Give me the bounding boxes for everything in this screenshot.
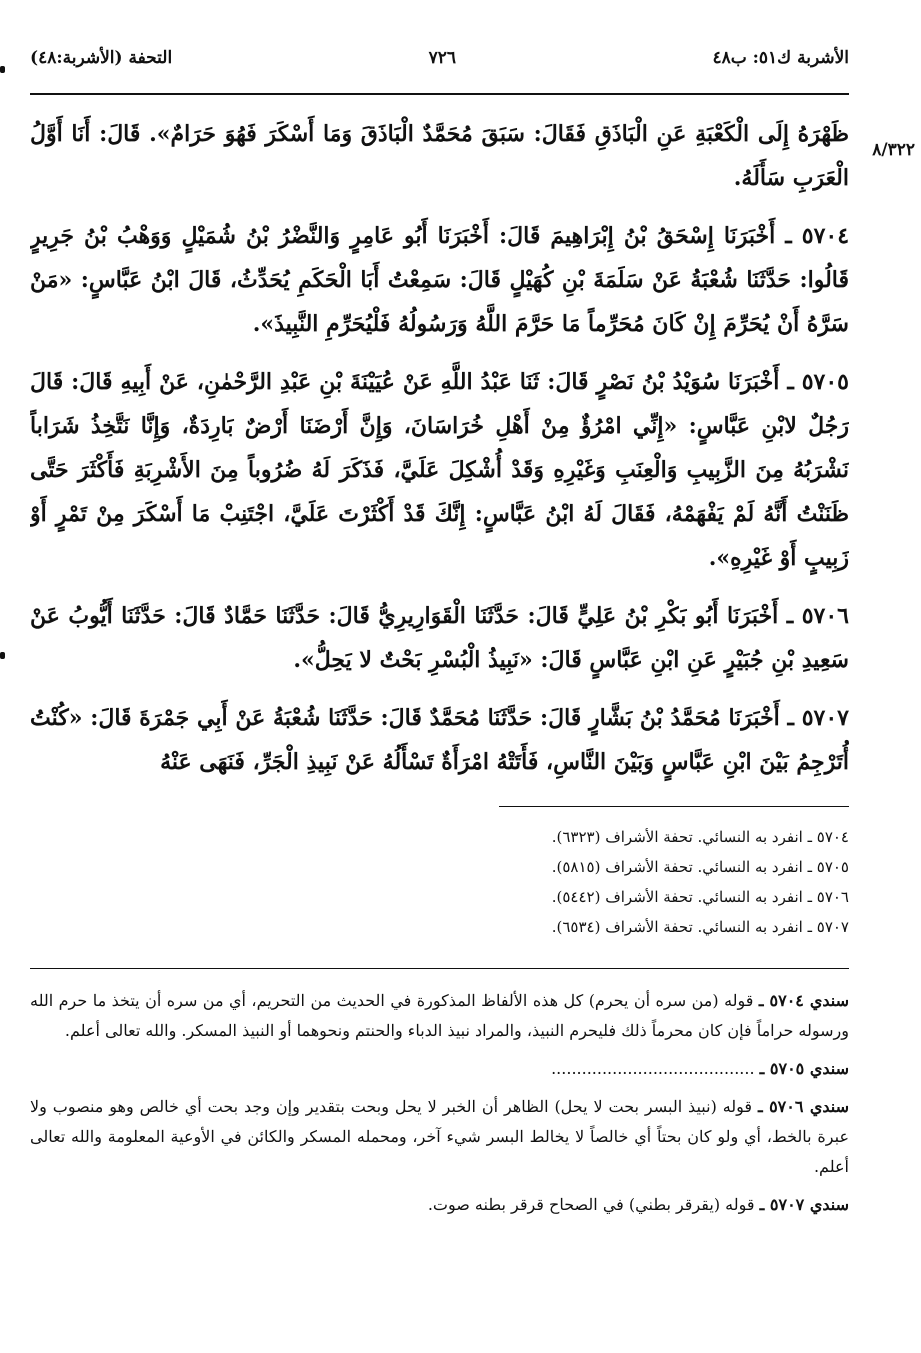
footnote-line: ٥٧٠٦ ـ انفرد به النسائي. تحفة الأشراف (٥٤٤٢). xyxy=(551,888,849,906)
sindi-note xyxy=(30,1190,849,1220)
sindi-commentary xyxy=(30,986,849,1286)
hadith-body: أَخْبَرَنَا مُحَمَّدُ بْنُ بَشَّارٍ قَالَ: حَدَّثَنَا مُحَمَّدٌ قَالَ: حَدَّثَنَا شُعْبَةُ عَنْ أَبِي جَمْرَةَ قَالَ: «كُنْتُ أُتَرْجِمُ بَيْنَ ابْنِ عَبَّاسٍ وَبَيْنَ النَّاسِ، فَأَتَتْهُ امْرَأَةٌ تَسْأَلُهُ عَنْ نَبِيذِ الْجَرِّ، فَنَهَى عَنْهُ xyxy=(30,705,849,775)
running-header xyxy=(30,38,849,78)
margin-mark xyxy=(0,652,5,659)
hadith-body: أَخْبَرَنَا إِسْحَقُ بْنُ إِبْرَاهِيمَ قَالَ: أَخْبَرَنَا أَبُو عَامِرٍ وَالنَّضْرُ بْنُ شُمَيْلٍ وَوَهْبُ بْنُ جَرِيرٍ قَالُوا: حَدَّثَنَا شُعْبَةُ عَنْ سَلَمَةَ بْنِ كُهَيْلٍ قَالَ: سَمِعْتُ أَبَا الْحَكَمِ يُحَدِّثُ، قَالَ ابْنُ عَبَّاسٍ: «مَنْ سَرَّهُ أَنْ يُحَرِّمَ إِنْ كَانَ مُحَرِّماً مَا حَرَّمَ اللَّهُ وَرَسُولُهُ فَلْيُحَرِّمِ النَّبِيذَ». xyxy=(30,223,849,337)
sindi-label: سندي ٥٧٠٤ ـ xyxy=(758,991,849,1010)
sindi-label: سندي ٥٧٠٧ ـ xyxy=(759,1195,849,1214)
takhrij-footnotes xyxy=(30,822,849,942)
margin-mark xyxy=(0,66,5,73)
footnote-divider xyxy=(499,806,849,807)
footnote-line: ٥٧٠٧ ـ انفرد به النسائي. تحفة الأشراف (٦٥٣٤). xyxy=(551,918,849,936)
footnote-line: ٥٧٠٤ ـ انفرد به النسائي. تحفة الأشراف (٦٣٢٣). xyxy=(551,828,849,846)
continuation-paragraph: ظَهْرَهُ إِلَى الْكَعْبَةِ عَنِ الْبَاذَقِ فَقَالَ: سَبَقَ مُحَمَّدٌ الْبَاذَقَ وَمَا أَسْكَرَ فَهُوَ حَرَامٌ». قَالَ: أَنَا أَوَّلُ الْعَرَبِ سَأَلَهُ. xyxy=(30,121,849,191)
hadith-body: أَخْبَرَنَا سُوَيْدُ بْنُ نَصْرٍ قَالَ: ثَنَا عَبْدُ اللَّهِ عَنْ عُيَيْنَةَ بْنِ عَبْدِ الرَّحْمٰنِ، عَنْ أَبِيهِ قَالَ: قَالَ رَجُلٌ لابْنِ عَبَّاسٍ: «إِنِّي امْرُؤٌ مِنْ أَهْلِ خُرَاسَانَ، وَإِنَّ أَرْضَنَا أَرْضٌ بَارِدَةٌ، وَإِنَّا نَتَّخِذُ شَرَاباً نَشْرَبُهُ مِنَ الزَّبِيبِ وَالْعِنَبِ وَغَيْرِهِ وَقَدْ أُشْكِلَ عَلَيَّ، فَذَكَرَ لَهُ ضُرُوباً مِنَ الأَشْرِبَةِ فَأَكْثَرَ حَتَّى ظَنَنْتُ أَنَّهُ لَمْ يَفْهَمْهُ، فَقَالَ لَهُ ابْنُ عَبَّاسٍ: إِنَّكَ قَدْ أَكْثَرْتَ عَلَيَّ، اجْتَنِبْ مَا أَسْكَرَ مِنْ تَمْرٍ أَوْ زَبِيبٍ أَوْ غَيْرِهِ». xyxy=(30,369,849,571)
sindi-text: قوله (يقرقر بطني) في الصحاح قرقر بطنه صوت. xyxy=(427,1195,755,1214)
hadith-number: ٥٧٠٥ xyxy=(801,369,849,395)
hadith-number: ٥٧٠٦ xyxy=(801,603,849,629)
sindi-text: ........................................ xyxy=(551,1059,755,1078)
page-number: ٧٢٦ xyxy=(428,48,457,68)
hadith-text xyxy=(30,112,849,792)
sindi-text: قوله (نبيذ البسر بحت لا يحل) الظاهر أن الخبر لا يحل وبحت بتقدير وإن وجد بحت أي خالص وهو منصوب ولا عبرة بالخط، أي ولو كان بحتاً أي خالصاً لا يخالط البسر شيء آخر، ومحمله المسكر والكائن في الأوعية المعلومة والله تعالى أعلم. xyxy=(30,1097,849,1176)
sindi-note xyxy=(30,1092,849,1182)
hadith-paragraph: ٥٧٠٦ ـ أَخْبَرَنَا أَبُو بَكْرِ بْنُ عَلِيٍّ قَالَ: حَدَّثَنَا الْقَوَارِيرِيُّ قَالَ: حَدَّثَنَا حَمَّادٌ قَالَ: حَدَّثَنَا أَيُّوبُ عَنْ سَعِيدِ بْنِ جُبَيْرٍ عَنِ ابْنِ عَبَّاسٍ قَالَ: «نَبِيذُ الْبُسْرِ بَحْتٌ لا يَحِلُّ». xyxy=(30,603,849,673)
hadith-number: ٥٧٠٧ xyxy=(801,705,849,731)
hadith-paragraph: ٥٧٠٤ ـ أَخْبَرَنَا إِسْحَقُ بْنُ إِبْرَاهِيمَ قَالَ: أَخْبَرَنَا أَبُو عَامِرٍ وَالنَّضْرُ بْنُ شُمَيْلٍ وَوَهْبُ بْنُ جَرِيرٍ قَالُوا: حَدَّثَنَا شُعْبَةُ عَنْ سَلَمَةَ بْنِ كُهَيْلٍ قَالَ: سَمِعْتُ أَبَا الْحَكَمِ يُحَدِّثُ، قَالَ ابْنُ عَبَّاسٍ: «مَنْ سَرَّهُ أَنْ يُحَرِّمَ إِنْ كَانَ مُحَرِّماً مَا حَرَّمَ اللَّهُ وَرَسُولُهُ فَلْيُحَرِّمِ النَّبِيذَ». xyxy=(30,223,849,337)
footnote-line: ٥٧٠٥ ـ انفرد به النسائي. تحفة الأشراف (٥٨١٥). xyxy=(551,858,849,876)
header-divider xyxy=(30,93,849,95)
sindi-note xyxy=(30,986,849,1046)
hadith-body: أَخْبَرَنَا أَبُو بَكْرِ بْنُ عَلِيٍّ قَالَ: حَدَّثَنَا الْقَوَارِيرِيُّ قَالَ: حَدَّثَنَا حَمَّادٌ قَالَ: حَدَّثَنَا أَيُّوبُ عَنْ سَعِيدِ بْنِ جُبَيْرٍ عَنِ ابْنِ عَبَّاسٍ قَالَ: «نَبِيذُ الْبُسْرِ بَحْتٌ لا يَحِلُّ». xyxy=(30,603,849,673)
hadith-paragraph: ٥٧٠٧ ـ أَخْبَرَنَا مُحَمَّدُ بْنُ بَشَّارٍ قَالَ: حَدَّثَنَا مُحَمَّدٌ قَالَ: حَدَّثَنَا شُعْبَةُ عَنْ أَبِي جَمْرَةَ قَالَ: «كُنْتُ أُتَرْجِمُ بَيْنَ ابْنِ عَبَّاسٍ وَبَيْنَ النَّاسِ، فَأَتَتْهُ امْرَأَةٌ تَسْأَلُهُ عَنْ نَبِيذِ الْجَرِّ، فَنَهَى عَنْهُ xyxy=(30,705,849,775)
sindi-text: قوله (من سره أن يحرم) كل هذه الألفاظ المذكورة في الحديث من التحريم، أي من سره أن يتخذ ما حرم الله ورسوله حراماً فإن كان محرماً ذلك فليحرم النبيذ، والمراد نبيذ الدباء والحنتم ونحوهما أو النبيذ المسكر. والله تعالى أعلم. xyxy=(30,991,849,1040)
hadith-paragraph: ٥٧٠٥ ـ أَخْبَرَنَا سُوَيْدُ بْنُ نَصْرٍ قَالَ: ثَنَا عَبْدُ اللَّهِ عَنْ عُيَيْنَةَ بْنِ عَبْدِ الرَّحْمٰنِ، عَنْ أَبِيهِ قَالَ: قَالَ رَجُلٌ لابْنِ عَبَّاسٍ: «إِنِّي امْرُؤٌ مِنْ أَهْلِ خُرَاسَانَ، وَإِنَّ أَرْضَنَا أَرْضٌ بَارِدَةٌ، وَإِنَّا نَتَّخِذُ شَرَاباً نَشْرَبُهُ مِنَ الزَّبِيبِ وَالْعِنَبِ وَغَيْرِهِ وَقَدْ أُشْكِلَ عَلَيَّ، فَذَكَرَ لَهُ ضُرُوباً مِنَ الأَشْرِبَةِ فَأَكْثَرَ حَتَّى ظَنَنْتُ أَنَّهُ لَمْ يَفْهَمْهُ، فَقَالَ لَهُ ابْنُ عَبَّاسٍ: إِنَّكَ قَدْ أَكْثَرْتَ عَلَيَّ، اجْتَنِبْ مَا أَسْكَرَ مِنْ تَمْرٍ أَوْ زَبِيبٍ أَوْ غَيْرِهِ». xyxy=(30,369,849,571)
hadith-number: ٥٧٠٤ xyxy=(801,223,849,249)
sindi-divider xyxy=(30,968,849,969)
sindi-label: سندي ٥٧٠٥ ـ xyxy=(759,1059,849,1078)
margin-volume-number: ٨/٣٢٢ xyxy=(872,140,915,160)
header-chapter: الأشربة ك٥١: ب٤٨ xyxy=(712,48,849,68)
sindi-note xyxy=(30,1054,849,1084)
header-tuhfa: التحفة (الأشربة:٤٨) xyxy=(30,48,173,68)
sindi-label: سندي ٥٧٠٦ ـ xyxy=(758,1097,849,1116)
